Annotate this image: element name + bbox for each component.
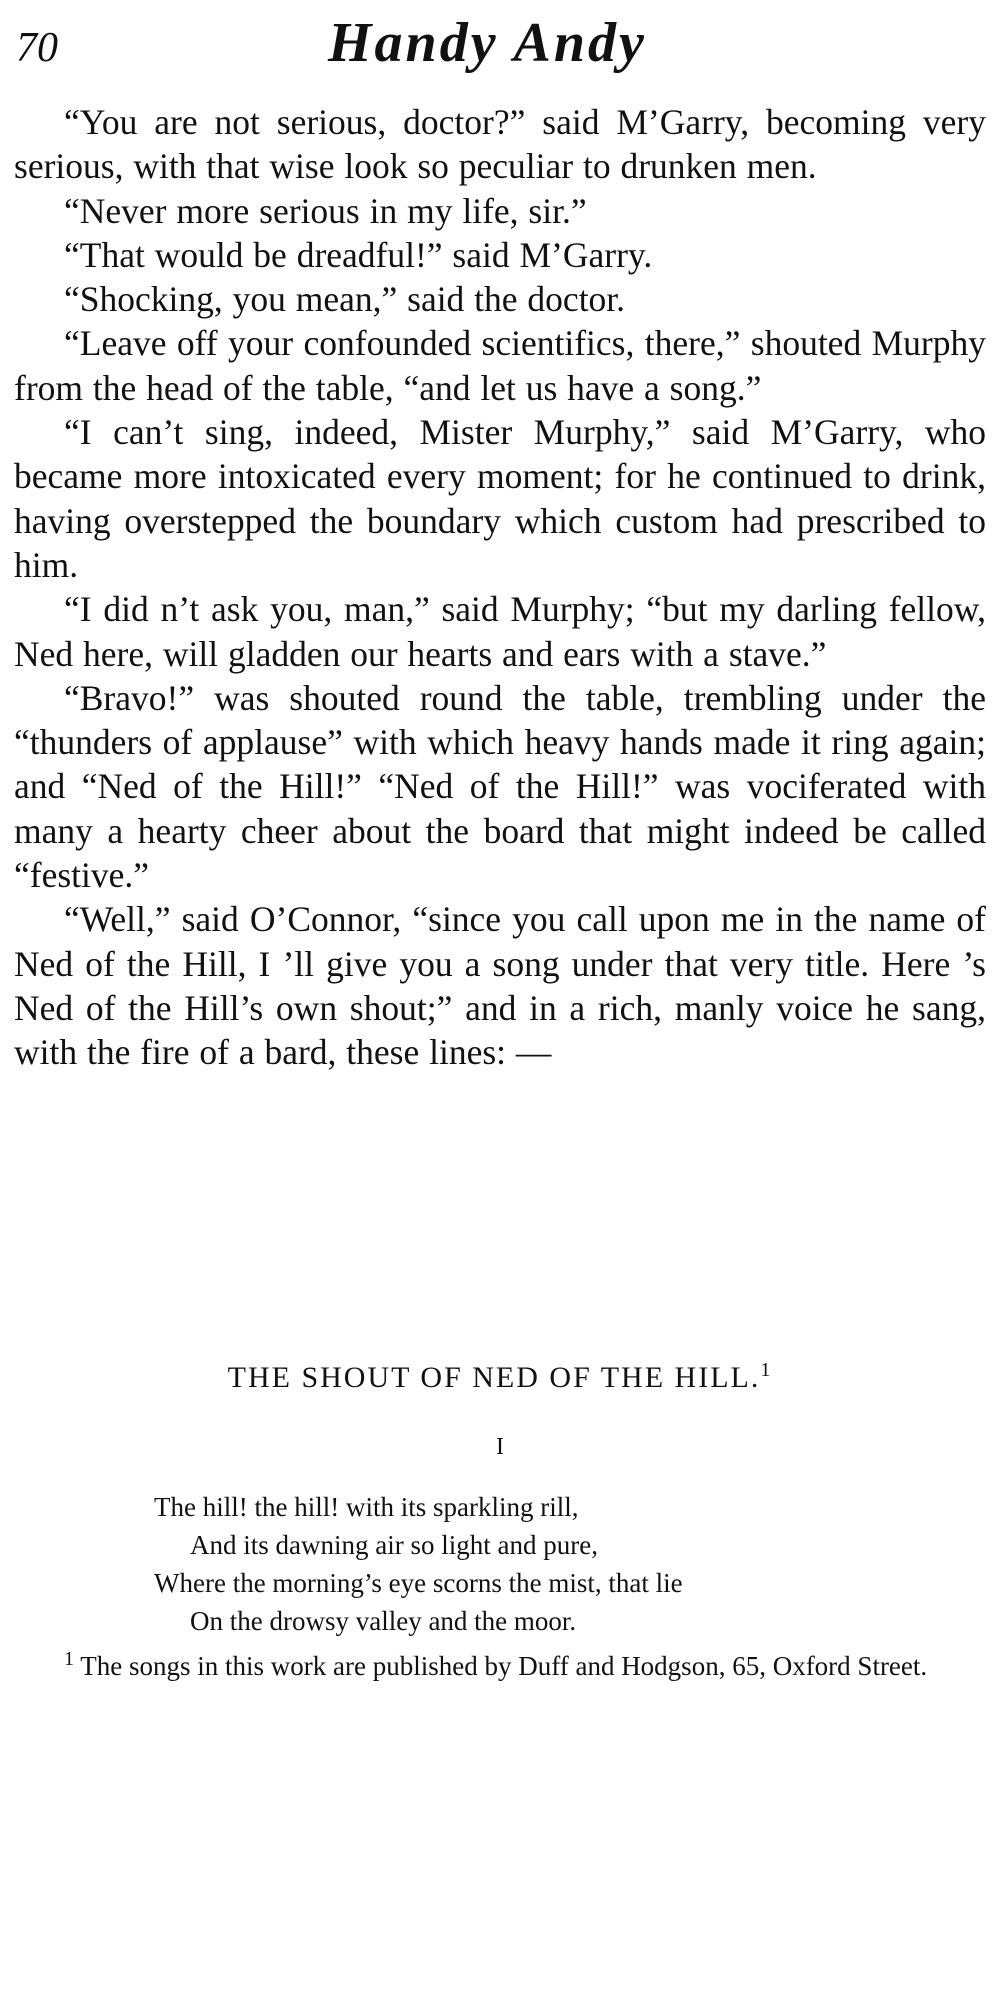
paragraph-5: “Leave off your confounded scientifics, there,” shouted Murphy from the head of the table, “and let us have a song.” — [14, 323, 986, 408]
paragraph-6: “I can’t sing, indeed, Mister Murphy,” said M’Garry, who became more intoxicated every moment; for he continued to drink, having overstepped the boundary which custom had prescribed to him. — [14, 412, 986, 585]
verse-line-3: Where the morning’s eye scorns the mist, that lie — [154, 1568, 683, 1598]
verse-line-4: On the drowsy valley and the moor. — [190, 1606, 577, 1636]
paragraph-4: “Shocking, you mean,” said the doctor. — [64, 279, 626, 320]
poem-footnote-mark: 1 — [760, 1359, 773, 1381]
poem-title-text: THE SHOUT OF NED OF THE HILL. — [227, 1361, 761, 1394]
body-text — [14, 100, 986, 1075]
paragraph-2: “Never more serious in my life, sir.” — [64, 190, 587, 231]
verse-line-1: The hill! the hill! with its sparkling rill, — [154, 1492, 579, 1522]
footnote-text: The songs in this work are published by Duff and Hodgson, 65, Oxford Street. — [80, 1651, 928, 1681]
footnote — [14, 1648, 982, 1685]
paragraph-8: “Bravo!” was shouted round the table, trembling under the “thunders of applause” with which heavy hands made it ring again; and “Ned of the Hill!” “Ned of the Hill!” was vociferated with many a hearty cheer about the board that might indeed be called “festive.” — [14, 677, 986, 896]
paragraph-3: “That would be dreadful!” said M’Garry. — [64, 234, 653, 275]
poem-title — [0, 1358, 1000, 1398]
poem-stanza — [154, 1488, 914, 1640]
page-header — [16, 8, 986, 78]
running-title: Handy Andy — [328, 12, 647, 74]
paragraph-7: “I did n’t ask you, man,” said Murphy; “but my darling fellow, Ned here, will gladden our hearts and ears with a stave.” — [14, 589, 986, 674]
footnote-mark: 1 — [64, 1648, 74, 1670]
paragraph-9: “Well,” said O’Connor, “since you call upon me in the name of Ned of the Hill, I ’ll give you a song under that very title. Here ’s Ned of the Hill’s own shout;” and in a rich, manly voice he sang, with the fire of a bard, these lines: — — [14, 899, 986, 1073]
verse-line-2: And its dawning air so light and pure, — [190, 1530, 598, 1560]
paragraph-1: “You are not serious, doctor?” said M’Garry, becoming very serious, with that wise look so peculiar to drunken men. — [14, 102, 986, 187]
page-number: 70 — [16, 25, 58, 71]
stanza-number: I — [496, 1434, 504, 1460]
